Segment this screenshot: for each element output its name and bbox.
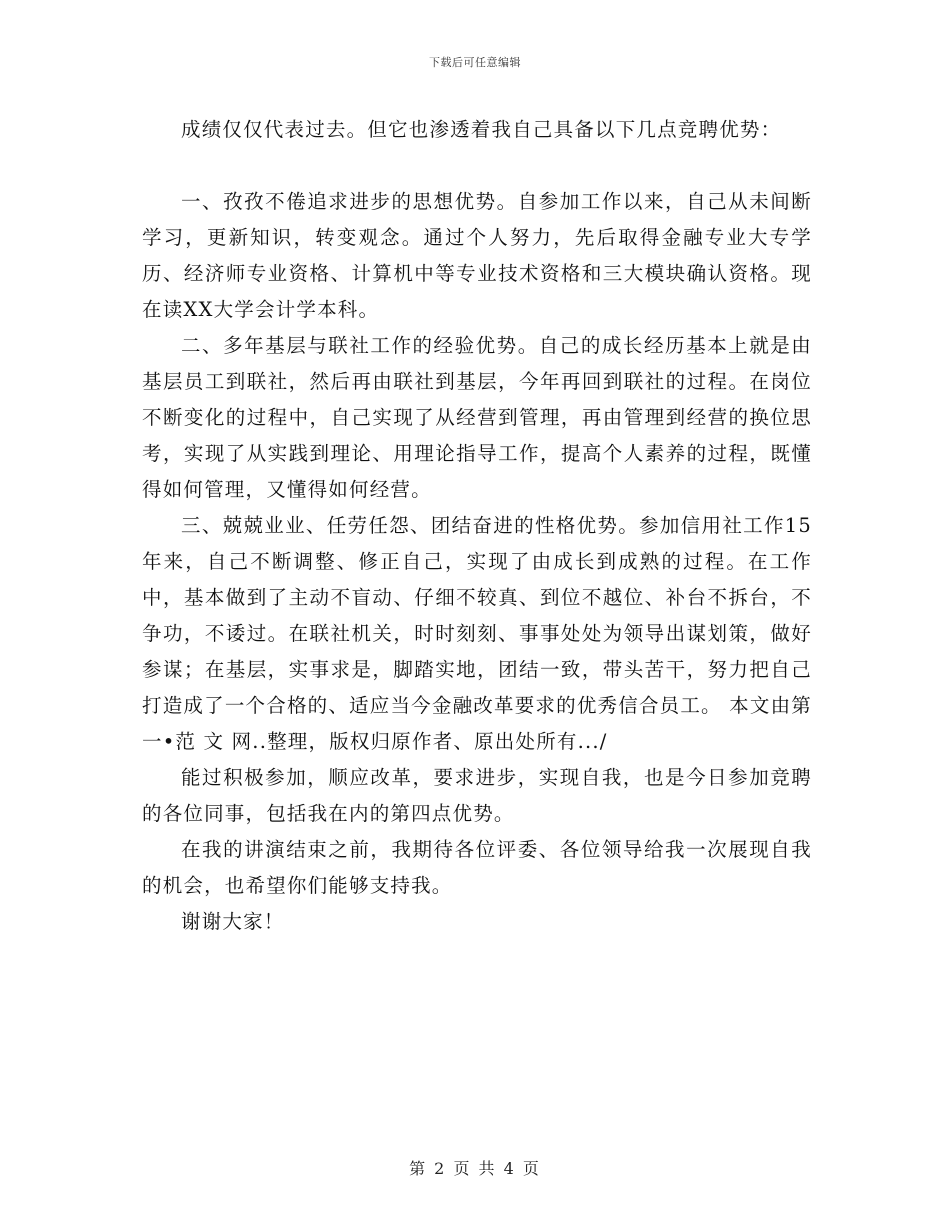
paragraph-advantage-1: 一、孜孜不倦追求进步的思想优势。自参加工作以来，自己从未间断学习，更新知识，转变观念。通过个人努力，先后取得金融专业大专学历、经济师专业资格、计算机中等专业技术资格和三大模块确认资格。现在读XX大学会计学本科。 <box>142 190 812 321</box>
paragraph-intro: 成绩仅仅代表过去。但它也渗透着我自己具备以下几点竞聘优势： <box>181 118 782 141</box>
page-number: 第 2 页 共 4 页 <box>409 1159 541 1178</box>
paragraph-advantage-3: 三、兢兢业业、任劳任怨、团结奋进的性格优势。参加信用社工作15年来，自己不断调整、修正自己，实现了由成长到成熟的过程。在工作中，基本做到了主动不盲动、仔细不较真、到位不越位、补台不拆台，不争功，不诿过。在联社机关，时时刻刻、事事处处为领导出谋划策，做好参谋；在基层，实事求是，脚踏实地，团结一致，带头苦干，努力把自己打造成了一个合格的、适应当今金融改革要求的优秀信合员工。 本文由第 一•范 文 网..整理，版权归原作者、原出处所有.../ <box>142 514 812 753</box>
document-body <box>142 112 812 940</box>
page-header-note: 下载后可任意编辑 <box>429 56 521 69</box>
paragraph-advantage-2: 二、多年基层与联社工作的经验优势。自己的成长经历基本上就是由基层员工到联社，然后再由联社到基层，今年再回到联社的过程。在岗位不断变化的过程中，自己实现了从经营到管理，再由管理到经营的换位思考，实现了从实践到理论、用理论指导工作，提高个人素养的过程，既懂得如何管理，又懂得如何经营。 <box>142 334 812 501</box>
paragraph-advantage-4: 能过积极参加，顺应改革，要求进步，实现自我，也是今日参加竞聘的各位同事，包括我在内的第四点优势。 <box>142 766 812 825</box>
paragraph-closing: 在我的讲演结束之前，我期待各位评委、各位领导给我一次展现自我的机会，也希望你们能够支持我。 <box>142 838 812 897</box>
paragraph-thanks: 谢谢大家！ <box>181 910 285 933</box>
